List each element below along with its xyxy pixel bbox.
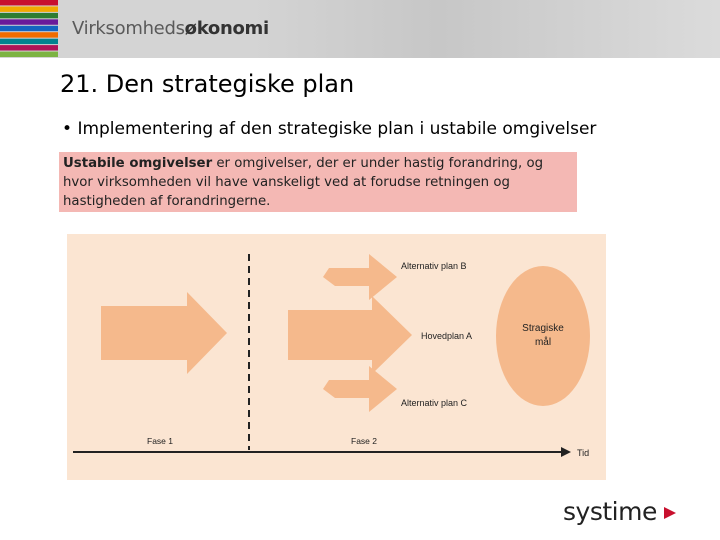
definition-text bbox=[63, 154, 575, 211]
header-photo-fade bbox=[250, 0, 720, 58]
plan-a-arrow bbox=[288, 296, 412, 374]
phase1-label: Fase 1 bbox=[147, 436, 173, 446]
strategic-goal-ellipse bbox=[496, 266, 590, 406]
strategy-diagram-svg bbox=[67, 234, 606, 480]
brand-stripe bbox=[0, 26, 58, 31]
brand-stripe bbox=[0, 52, 58, 57]
phase1-arrow bbox=[101, 292, 227, 374]
brand-wordmark bbox=[72, 18, 269, 39]
plan-c-label: Alternativ plan C bbox=[401, 398, 468, 408]
brand-stripe bbox=[0, 6, 58, 11]
brand-plain: Virksomheds bbox=[72, 18, 185, 39]
definition-term: Ustabile omgivelser bbox=[63, 156, 213, 171]
play-arrow-icon bbox=[663, 506, 677, 520]
plan-b-label: Alternativ plan B bbox=[401, 261, 467, 271]
systime-logo bbox=[563, 497, 677, 526]
time-label: Tid bbox=[577, 448, 590, 458]
goal-label-line1: Stragiske bbox=[522, 323, 564, 334]
header-banner bbox=[0, 0, 720, 58]
bullet-item: • Implementering af den strategiske plan i ustabile omgivelser bbox=[62, 119, 597, 139]
bullet-text: Implementering af den strategiske plan i ustabile omgivelser bbox=[77, 119, 597, 139]
definition-box bbox=[59, 152, 577, 212]
brand-bold: økonomi bbox=[184, 18, 269, 39]
brand-stripe bbox=[0, 19, 58, 24]
strategy-diagram bbox=[67, 234, 606, 480]
brand-stripe bbox=[0, 45, 58, 50]
brand-stripes-logo bbox=[0, 0, 58, 58]
plan-b-arrow bbox=[323, 254, 397, 300]
time-axis-arrowhead bbox=[561, 447, 571, 457]
definition-body: er omgivelser, der er under hastig forandring, og hvor virksomheden vil have vanskeligt ved at forudse retningen og hastigheden af forandringerne. bbox=[63, 156, 544, 209]
phase2-label: Fase 2 bbox=[351, 436, 377, 446]
plan-c-arrow bbox=[323, 366, 397, 412]
goal-label-line2: mål bbox=[534, 337, 552, 348]
brand-stripe bbox=[0, 39, 58, 44]
slide-title: 21. Den strategiske plan bbox=[60, 70, 355, 98]
brand-stripe bbox=[0, 0, 58, 5]
brand-stripe bbox=[0, 13, 58, 18]
plan-a-label: Hovedplan A bbox=[421, 331, 473, 341]
brand-stripe bbox=[0, 32, 58, 37]
systime-wordmark: systime bbox=[563, 497, 657, 526]
